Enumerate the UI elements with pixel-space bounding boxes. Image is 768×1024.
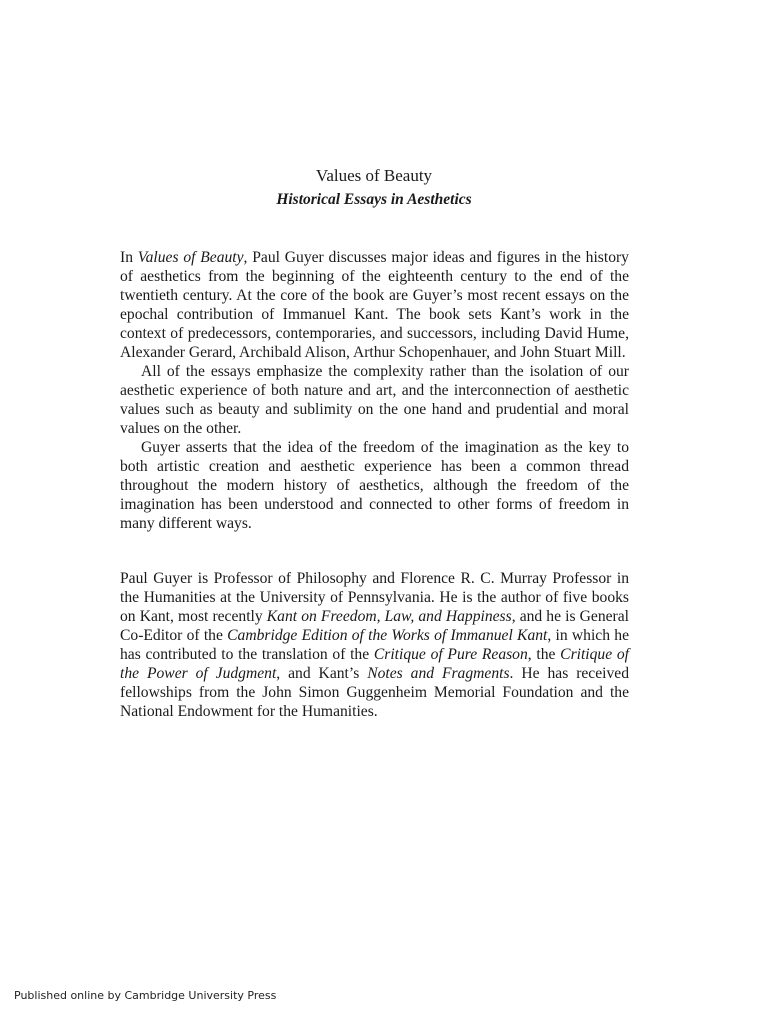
description-paragraph-2: All of the essays emphasize the complexity rather than the isolation of our aesthetic experience of both nature and art, and the interconnection of aesthetic values such as beauty and sublimity on the one hand and prudential and moral values on the other. xyxy=(120,363,629,437)
book-title-italic: Values of Beauty xyxy=(137,249,244,266)
book-title: Values of Beauty xyxy=(315,166,433,185)
work-title-italic: Critique of Pure Reason xyxy=(373,646,528,663)
book-description xyxy=(120,248,629,533)
description-paragraph-1: In Values of Beauty, Paul Guyer discusses major ideas and figures in the history of aesthetics from the beginning of the eighteenth century to the end of the twentieth century. At the core of the book are Guyer’s most recent essays on the epochal contribution of Immanuel Kant. The book sets Kant’s work in the context of predecessors, contemporaries, and successors, including David Hume, Alexander Gerard, Archibald Alison, Arthur Schopenhauer, and John Stuart Mill. xyxy=(120,249,629,361)
book-subtitle: Historical Essays in Aesthetics xyxy=(276,191,472,208)
author-biography xyxy=(120,569,629,721)
description-paragraph-3: Guyer asserts that the idea of the freedom of the imagination as the key to both artistic creation and aesthetic experience has been a common thread throughout the modern history of aesthetics, although the freedom of the imagination has been understood and connected to other forms of freedom in many different ways. xyxy=(120,439,629,532)
publisher-footer: Published online by Cambridge University Press xyxy=(14,989,277,1002)
work-title-italic: Notes and Fragments xyxy=(367,665,510,682)
work-title-italic: Critique of the Power of Judgment xyxy=(120,646,629,682)
work-title-italic: Kant on Freedom, Law, and Happiness xyxy=(266,608,512,625)
biography-paragraph: Paul Guyer is Professor of Philosophy and Florence R. C. Murray Professor in the Humanities at the University of Pennsylvania. He is the author of five books on Kant, most recently Kant on Freedom, Law, and Happiness, and he is General Co-Editor of the Cambridge Edition of the Works of Immanuel Kant, in which he has contributed to the translation of the Critique of Pure Reason, the Critique of the Power of Judgment, and Kant’s Notes and Fragments. He has received fellowships from the John Simon Guggenheim Memorial Foundation and the National Endowment for the Humanities. xyxy=(120,570,629,720)
work-title-italic: Cambridge Edition of the Works of Immanuel Kant xyxy=(227,627,548,644)
